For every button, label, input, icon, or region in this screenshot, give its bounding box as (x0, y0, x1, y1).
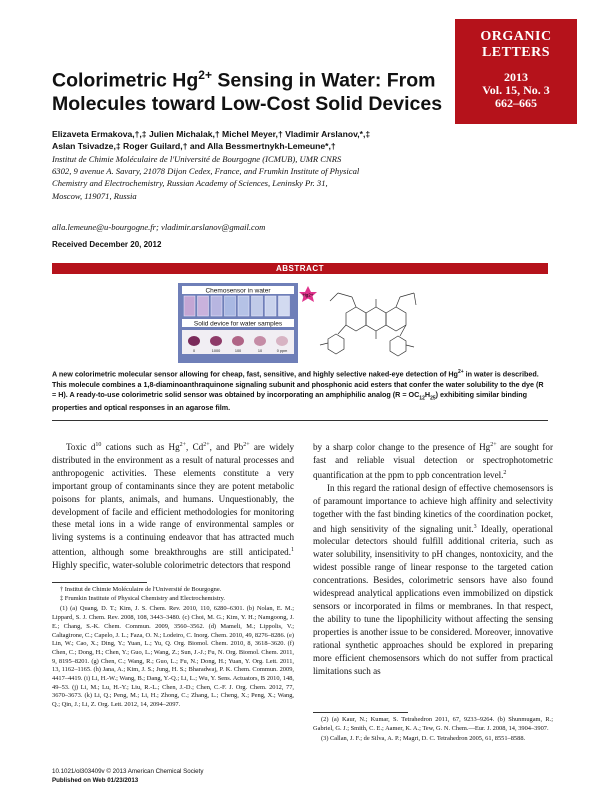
title-part: Colorimetric Hg (52, 69, 199, 92)
abstract-part: H (424, 389, 431, 399)
text-run: Ideally, operational molecular detectors should fulfill additional criteria, such as water solubility, insensitivity to pH changes, nontoxicity, and the widest possible range of linear response to the targeted cation concentrations. Besides, colorimetric sensors have also found widespread analytical applications even immobilized on dipstick sensors or incorporated in films or membranes. In that respect, the ability to tune the lipophilicity without affecting the sensing properties is another issue to be considered. Moreover, innovative rational synthetic approaches should be explored in preparing more efficient chemosensors which do not suffer from practical limitations such as (313, 523, 553, 676)
footnote: † Institut de Chimie Moléculaire de l'Université de Bourgogne. (60, 586, 222, 593)
abstract-heading: ABSTRACT (52, 263, 548, 274)
toc-bottom-label: Solid device for water samples (193, 320, 283, 328)
sensor-spot (210, 336, 222, 346)
concentration-label: 0 ppm (276, 349, 288, 353)
body-paragraph (52, 439, 294, 572)
vial (238, 296, 249, 316)
affiliation-line: Institut de Chimie Moléculaire de l'Université de Bourgogne (ICMUB), UMR CNRS (52, 154, 342, 164)
abstract-text (52, 367, 548, 414)
text-run: cations such as Hg (101, 442, 180, 453)
author-list (52, 128, 447, 152)
superscript: 10 (95, 442, 102, 448)
vial (184, 296, 195, 316)
superscript: 1 (291, 547, 294, 554)
body-column-right (313, 439, 553, 677)
article-title (52, 64, 447, 116)
sensor-spot (254, 336, 266, 346)
abstract-divider (52, 420, 548, 421)
abstract-sup: 2+ (457, 369, 464, 375)
concentration-label: 0 (192, 349, 196, 353)
molecule-structure-icon (320, 293, 416, 356)
affiliation-line: 6302, 9 avenue A. Savary, 21078 Dijon Cedex, France, and Frumkin Institute of Physical (52, 166, 360, 177)
superscript: 2+ (243, 442, 250, 448)
vial (252, 296, 263, 316)
superscript: 2+ (179, 442, 187, 448)
superscript: 2 (503, 469, 507, 476)
concentration-label: 100 (234, 349, 242, 353)
text-run: In this regard the rational design of effective chemosensors is of paramount importance to achieve high affinity and selectivity together with the fast binding kinetics of the coordination pocket, and high sensitivity of the signaling unit. (313, 482, 553, 534)
vial (279, 296, 290, 316)
text-run: are sought for fast and reliable visual detection or spectrophotometric quantification at the ppm to ppb concentration level. (313, 442, 553, 480)
contact-email[interactable]: alla.lemeune@u-bourgogne.fr; vladimir.arslanov@gmail.com (52, 222, 266, 232)
abstract-part: in water is described. This molecule combines a 1,8-diaminoanthraquinone signaling subunit and phosphonic acid esters that confer the water solubility to the dye (R = H). A ready-to-use colorimetric solid sensor was obtained by incorporating an amphiphilic analog (R = OC (52, 369, 544, 399)
text-run: are widely distributed in the environment as a result of natural processes and anthropogenic activities. These elements constitute a very important group of contaminants since they are potent metabolic poisons for plants, animals, and humans. Unquestionably, the development of facile and efficient methodologies for monitoring these metal ions in a wide range of environmental samples or living systems is a continuing endeavor that has attracted much attention, although some breakthroughs are still anticipated. (52, 442, 294, 558)
authors-line2: Aslan Tsivadze,‡ Roger Guilard,† and Alla Bessmertnykh-Lemeune*,† (52, 141, 336, 151)
journal-name-line1: ORGANIC (480, 29, 552, 44)
abstract-sub: 25 (430, 395, 436, 402)
vial (265, 296, 276, 316)
body-paragraph (313, 439, 553, 482)
vial (198, 296, 209, 316)
affiliation-line: Moscow, 119071, Russia (52, 190, 137, 201)
footnote-divider (52, 582, 147, 583)
authors-line1: Elizaveta Ermakova,†,‡ Julien Michalak,† Michel Meyer,† Vladimir Arslanov,*,‡ (52, 129, 371, 139)
superscript: 2+ (203, 442, 210, 448)
abstract-part: A new colorimetric molecular sensor allowing for cheap, fast, sensitive, and highly selective naked-eye detection of Hg (52, 369, 458, 379)
journal-year: 2013 (504, 70, 528, 84)
hg-label: Hg2+ (302, 292, 314, 298)
title-line2: Molecules toward Low-Cost Solid Devices (52, 92, 443, 115)
vial (225, 296, 236, 316)
journal-badge (455, 19, 577, 124)
footnote: ‡ Frumkin Institute of Physical Chemistry and Electrochemistry. (60, 594, 226, 602)
title-superscript: 2+ (198, 68, 212, 82)
title-part: Sensing in Water: From (211, 69, 436, 92)
superscript: 2+ (490, 442, 497, 448)
sensor-spot (188, 336, 200, 346)
concentration-label: 10 (257, 349, 263, 353)
abstract-sub: 12 (419, 395, 425, 402)
superscript: 3 (473, 523, 477, 530)
journal-volume-issue: Vol. 15, No. 3 (482, 83, 550, 97)
text-run: Highly specific, water-soluble colorimetric detectors that respond (52, 560, 291, 571)
text-run: by a sharp color change to the presence of Hg (313, 442, 491, 453)
reference-1: (1) (a) Quang, D. T.; Kim, J. S. Chem. Rev. 2010, 110, 6280–6301. (b) Nolan, E. M.; Lippard, S. J. Chem. Rev. 2008, 108, 3443–3480. (c) Choi, M. G.; Kim, Y. H.; Namgoong, J. E.; Chang, S.-K. Chem. Commun. 2009, 3560–3562. (d) Mameli, M.; Lippolis, V.; Caltagirone, C.; Capelo, J. L.; Faza, O. N.; Lodeiro, C. Inorg. Chem. 2010, 49, 8276–8286. (e) Lin, W.; Cao, X.; Ding, Y.; Yuan, L.; Yu, Q. Org. Biomol. Chem. 2010, 8, 3618–3620. (f) Chen, C.; Dong, H.; Chen, Y.; Guo, L.; Wang, Z.; Sun, J.-J.; Fu, N. Org. Biomol. Chem. 2011, 9, 8195–8201. (g) Chen, C.; Wang, R.; Guo, L.; Fu, N.; Dong, H.; Yuan, Y. Org. Lett. 2011, 13, 1162–1165. (h) Jana, A.; Kim, J. S.; Jung, H. S.; Bharadwaj, P. K. Chem. Commun. 2009, 4417–4419. (i) Li, H.-W.; Wang, B.; Dang, Y.-Q.; Li, L.; Wu, Y. Sens. Actuators, B 2010, 148, 49–53. (j) Li, M.; Lu, H.-Y.; Liu, R.-L.; Chen, J.-D.; Chen, C.-F. J. Org. Chem. 2012, 77, 3670–3673. (k) Li, Q.; Peng, M.; Li, H.; Zhong, C.; Zhang, L.; Cheng, X.; Peng, X.; Wang, Q.; Qin, J.; Li, Z. Org. Lett. 2012, 14, 2094–2097. (52, 605, 294, 709)
toc-top-label: Chemosensor in water (205, 287, 271, 295)
text-run: , Cd (186, 442, 204, 453)
toc-graphic (178, 283, 418, 363)
body-paragraph (313, 482, 553, 678)
affiliation-line: Chemistry and Electrochemistry, Russian Academy of Sciences, Leninsky Pr. 31, (52, 178, 328, 189)
journal-name-line2: LETTERS (481, 45, 551, 60)
footnotes-left (52, 586, 294, 710)
published-date: Published on Web 01/23/2013 (52, 777, 139, 784)
sensor-spot (232, 336, 244, 346)
journal-pages: 662–665 (495, 96, 537, 110)
sensor-spot (276, 336, 288, 346)
doi-copyright[interactable]: 10.1021/ol303409v © 2013 American Chemical Society (52, 768, 204, 775)
text-run: Toxic d (66, 442, 96, 453)
footnotes-right (313, 716, 553, 744)
reference-3: (3) Callan, J. F.; de Silva, A. P.; Magri, D. C. Tetrahedron 2005, 61, 8551–8588. (321, 735, 526, 743)
affiliation (52, 153, 397, 202)
vial (211, 296, 222, 316)
concentration-label: 1000 (211, 349, 221, 353)
reference-2: (2) (a) Kaur, N.; Kumar, S. Tetrahedron 2011, 67, 9233–9264. (b) Shunmugam, R.; Gabriel, G. J.; Smith, C. E.; Aamer, K. A.; Tew, G. N. Chem.—Eur. J. 2008, 14, 3904–3907. (313, 716, 553, 732)
received-date: Received December 20, 2012 (52, 240, 162, 249)
body-column-left (52, 439, 294, 572)
text-run: , and Pb (209, 442, 244, 453)
abstract-part: ) exhibiting similar binding properties and optical responses in an agarose film. (52, 389, 528, 413)
footnote-divider (313, 712, 408, 713)
